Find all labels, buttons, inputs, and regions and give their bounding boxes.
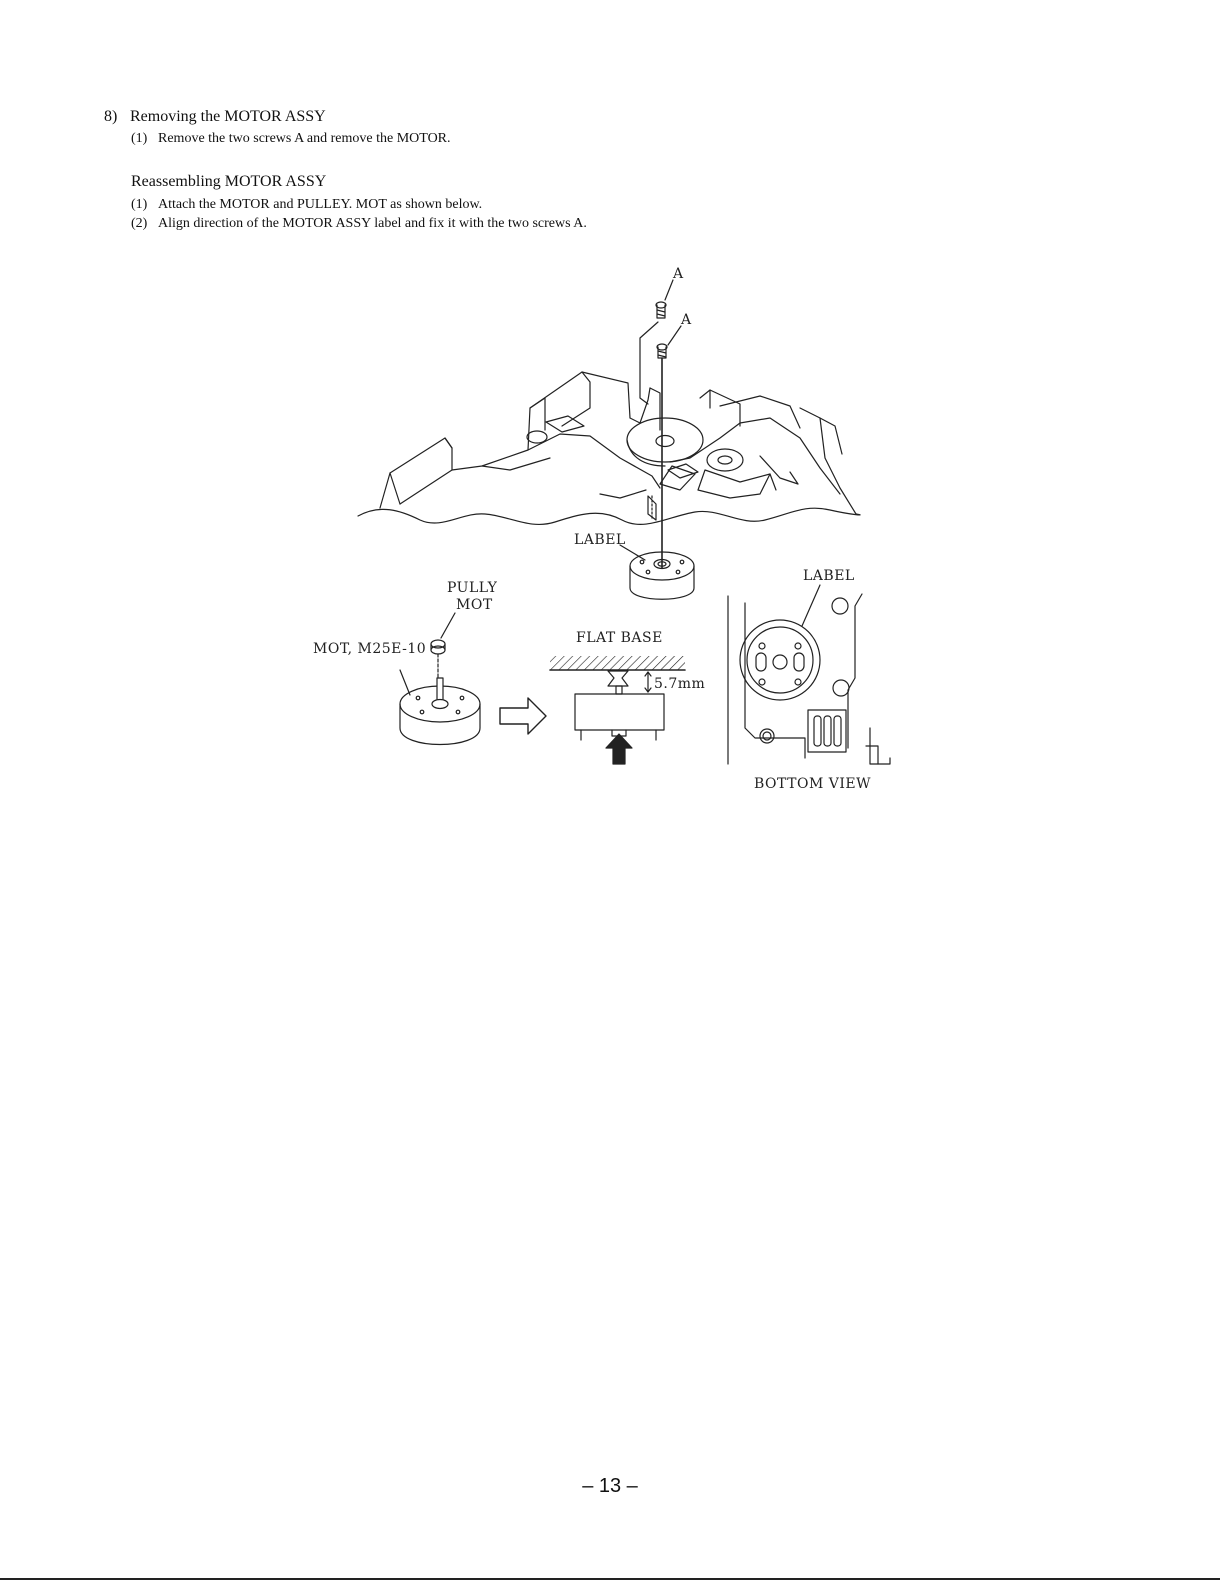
step-number: (2) xyxy=(131,216,148,231)
flat-base-fixture xyxy=(550,656,685,764)
removal-step-1 xyxy=(131,131,451,147)
step-number: (1) xyxy=(131,131,148,146)
arrow-right-icon xyxy=(500,698,546,734)
page-number: – 13 – xyxy=(582,1475,638,1497)
label-callout-top: LABEL xyxy=(574,532,626,548)
flat-base-label: FLAT BASE xyxy=(576,630,663,646)
screw-label-a-1: A xyxy=(673,266,684,282)
motor-top-illustration xyxy=(620,545,694,599)
pully-label-line1: PULLY xyxy=(447,580,498,596)
bottom-view-label: BOTTOM VIEW xyxy=(754,776,871,792)
arrow-up-icon xyxy=(606,734,632,764)
section-number: 8) xyxy=(104,108,118,125)
dimension-label: 5.7mm xyxy=(654,676,706,692)
motor-model-label: MOT, M25E-10 xyxy=(313,641,427,657)
chassis-illustration xyxy=(358,322,860,524)
step-text: Attach the MOTOR and PULLEY. MOT as shown below. xyxy=(158,197,483,212)
bottom-view-illustration xyxy=(728,585,890,764)
step-text: Remove the two screws A and remove the MOTOR. xyxy=(158,131,451,146)
reassembly-heading: Reassembling MOTOR ASSY xyxy=(131,173,327,190)
section-title: Removing the MOTOR ASSY xyxy=(130,108,326,125)
motor-with-pulley-illustration xyxy=(400,613,480,745)
screw-label-a-2: A xyxy=(681,312,692,328)
reassembly-step-2 xyxy=(131,216,587,232)
reassembly-step-1 xyxy=(131,197,482,213)
motor-assembly-diagram xyxy=(300,258,910,803)
step-text: Align direction of the MOTOR ASSY label and fix it with the two screws A. xyxy=(158,216,587,231)
section-heading xyxy=(104,108,326,126)
bottom-rule xyxy=(0,1578,1220,1580)
step-number: (1) xyxy=(131,197,148,212)
label-callout-bottom-view: LABEL xyxy=(803,568,855,584)
pully-label-line2: MOT xyxy=(456,597,493,613)
